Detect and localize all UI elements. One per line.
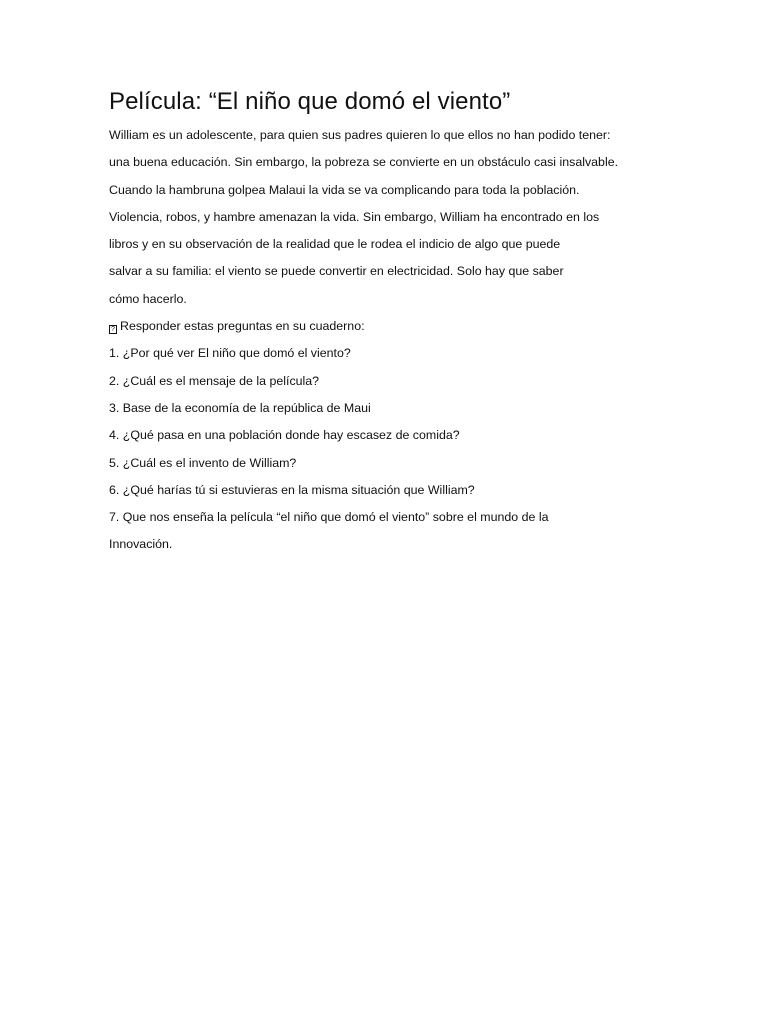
boxed-question-icon: ? xyxy=(109,325,117,334)
question-item: 5. ¿Cuál es el invento de William? xyxy=(109,455,297,470)
question-item: 7. Que nos enseña la película “el niño que domó el viento” sobre el mundo de la xyxy=(109,510,549,525)
questions-list xyxy=(109,340,669,558)
question-item-continuation: Innovación. xyxy=(109,537,173,552)
intro-paragraph xyxy=(109,122,669,313)
paragraph-line: salvar a su familia: el viento se puede convertir en electricidad. Solo hay que saber xyxy=(109,264,564,279)
paragraph-line: cómo hacerlo. xyxy=(109,291,187,306)
paragraph-line: Cuando la hambruna golpea Malaui la vida se va complicando para toda la población. xyxy=(109,182,580,197)
document-content xyxy=(109,86,669,559)
instruction-text: Responder estas preguntas en su cuaderno: xyxy=(120,319,365,334)
paragraph-line: una buena educación. Sin embargo, la pobreza se convierte en un obstáculo casi insalvable. xyxy=(109,155,619,170)
question-item: 1. ¿Por qué ver El niño que domó el viento? xyxy=(109,346,351,361)
question-item: 3. Base de la economía de la república de Maui xyxy=(109,400,371,415)
paragraph-line: William es un adolescente, para quien sus padres quieren lo que ellos no han podido tener: xyxy=(109,128,611,142)
document-title: Película: “El niño que domó el viento” xyxy=(109,88,511,115)
paragraph-line: libros y en su observación de la realidad que le rodea el indicio de algo que puede xyxy=(109,237,561,252)
question-item: 6. ¿Qué harías tú si estuvieras en la misma situación que William? xyxy=(109,482,475,497)
question-item: 4. ¿Qué pasa en una población donde hay escasez de comida? xyxy=(109,428,460,443)
question-item: 2. ¿Cuál es el mensaje de la película? xyxy=(109,373,320,388)
paragraph-line: Violencia, robos, y hambre amenazan la vida. Sin embargo, William ha encontrado en los xyxy=(109,209,600,224)
instruction-line xyxy=(109,313,669,340)
